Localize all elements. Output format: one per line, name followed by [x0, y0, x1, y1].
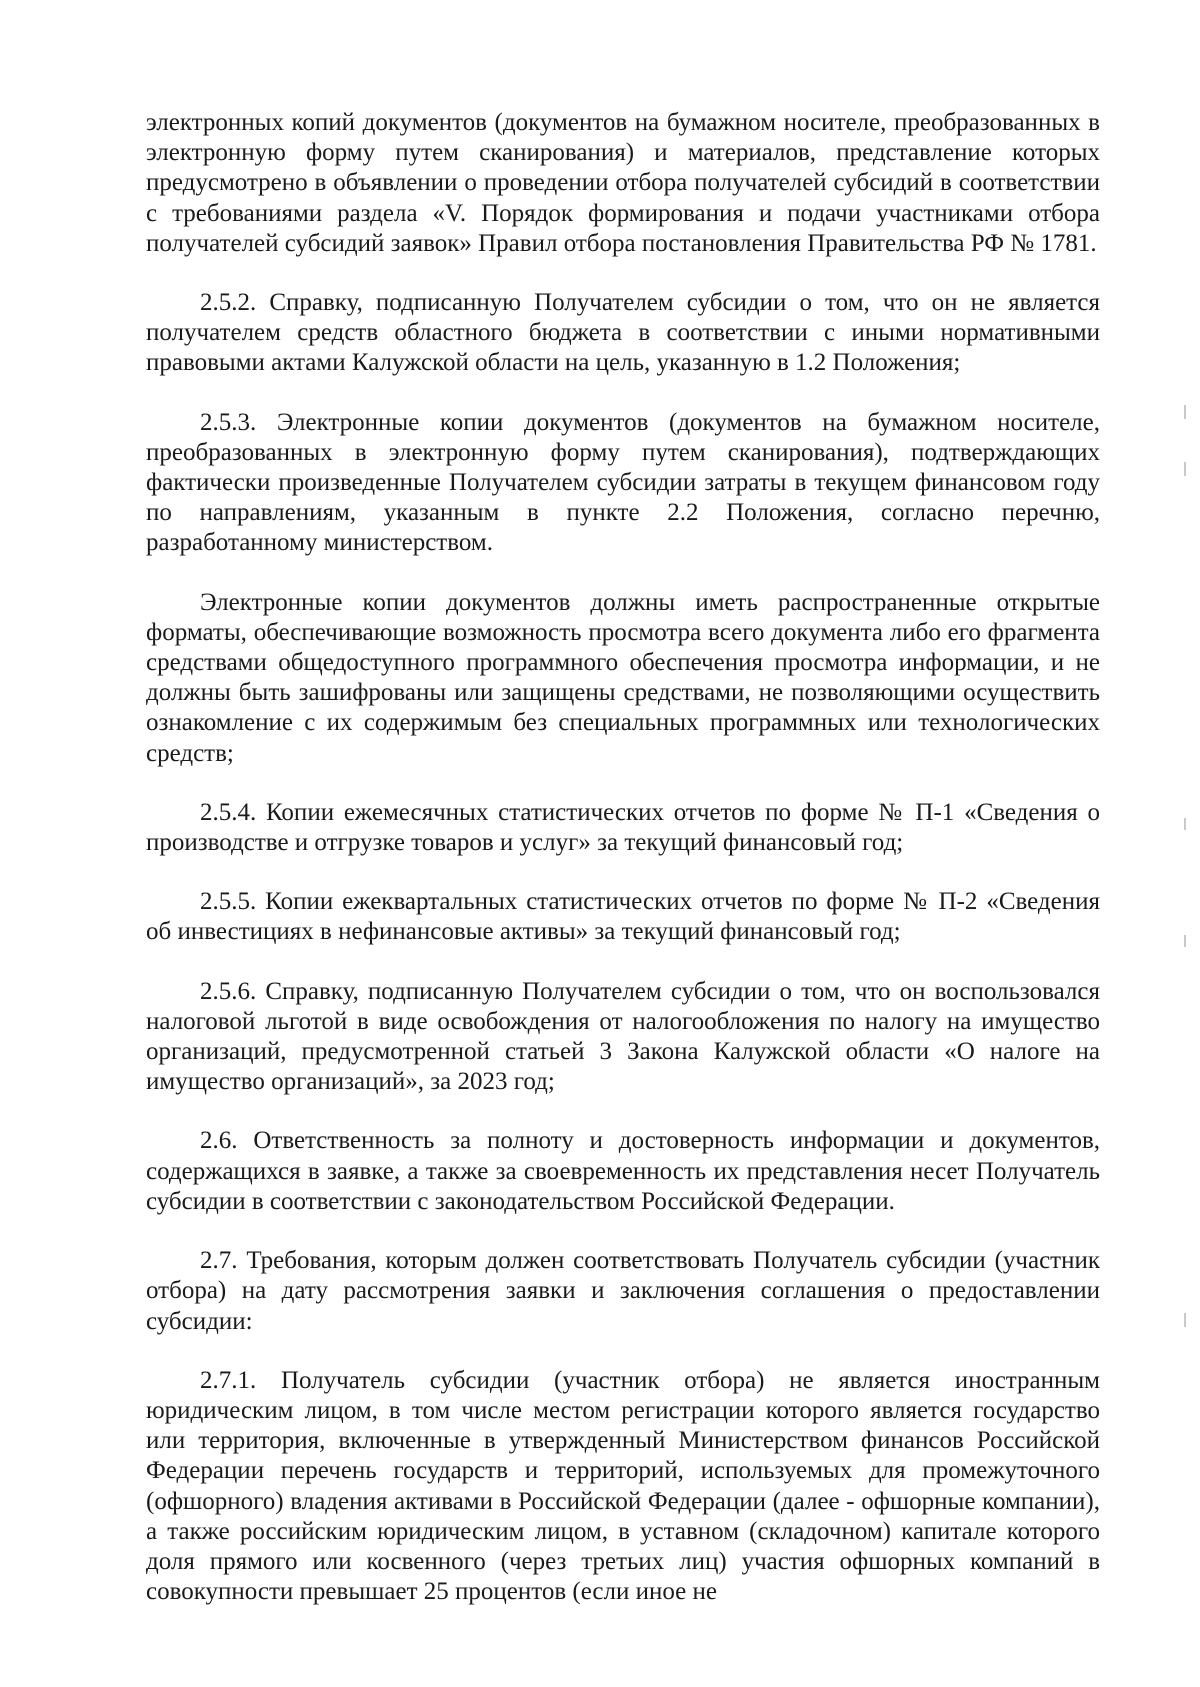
scan-mark	[1184, 462, 1186, 476]
paragraph-2-5-5: 2.5.5. Копии ежеквартальных статистических отчетов по форме № П-2 «Сведения об инвестициях в нефинансовые активы» за текущий финансовый год;	[146, 888, 1100, 946]
paragraph-2-5-4: 2.5.4. Копии ежемесячных статистических отчетов по форме № П-1 «Сведения о производстве и отгрузке товаров и услуг» за текущий финансовый год;	[146, 798, 1100, 857]
scan-mark	[1184, 935, 1186, 947]
scan-mark	[1184, 818, 1186, 830]
paragraph-continuation: электронных копий документов (документов на бумажном носителе, преобразованных в электронную форму путем сканирования) и материалов, представление которых предусмотрено в объявлении о проведении отбора получателей субсидий в соответствии с требованиями раздела «V. Порядок формирования и подачи участниками отбора получателей субсидий заявок» Правил отбора постановления Правительства РФ № 1781.	[146, 109, 1100, 257]
paragraph-2-5-2: 2.5.2. Справку, подписанную Получателем субсидии о том, что он не является получателем средств областного бюджета в соответствии с иными нормативными правовыми актами Калужской области на цель, указанную в 1.2 Положения;	[146, 289, 1100, 377]
paragraph-2-7: 2.7. Требования, которым должен соответствовать Получатель субсидии (участник отбора) на дату рассмотрения заявки и заключения соглашения о предоставлении субсидии:	[146, 1247, 1100, 1335]
paragraph-2-7-1: 2.7.1. Получатель субсидии (участник отбора) не является иностранным юридическим лицом, в том числе местом регистрации которого является государство или территория, включенные в утвержденный Министерством финансов Российской Федерации перечень государств и территорий, используемых для промежуточного (офшорного) владения активами в Российской Федерации (далее - офшорные компании), а также российским юридическим лицом, в уставном (складочном) капитале которого доля прямого или косвенного (через третьих лиц) участия офшорных компаний в совокупности превышает 25 процентов (если иное не	[146, 1366, 1100, 1606]
document-body	[146, 108, 1100, 1607]
paragraph-file-formats: Электронные копии документов должны иметь распространенные открытые форматы, обеспечивающие возможность просмотра всего документа либо его фрагмента средствами общедоступного программного обеспечения просмотра информации, и не должны быть зашифрованы или защищены средствами, не позволяющими осуществить ознакомление с их содержимым без специальных программных или технологических средств;	[146, 588, 1100, 767]
scan-mark	[1184, 1313, 1186, 1327]
paragraph-2-6: 2.6. Ответственность за полноту и достоверность информации и документов, содержащихся в заявке, а также за своевременность их представления несет Получатель субсидии в соответствии с законодательством Российской Федерации.	[146, 1127, 1100, 1215]
paragraph-2-5-6: 2.5.6. Справку, подписанную Получателем субсидии о том, что он воспользовался налоговой льготой в виде освобождения от налогообложения по налогу на имущество организаций, предусмотренной статьей 3 Закона Калужской области «О налоге на имущество организаций», за 2023 год;	[146, 977, 1100, 1096]
paragraph-2-5-3: 2.5.3. Электронные копии документов (документов на бумажном носителе, преобразованных в электронную форму путем сканирования), подтверждающих фактически произведенные Получателем субсидии затраты в текущем финансовом году по направлениям, указанным в пункте 2.2 Положения, согласно перечню, разработанному министерством.	[146, 408, 1100, 557]
scan-mark	[1184, 405, 1186, 419]
